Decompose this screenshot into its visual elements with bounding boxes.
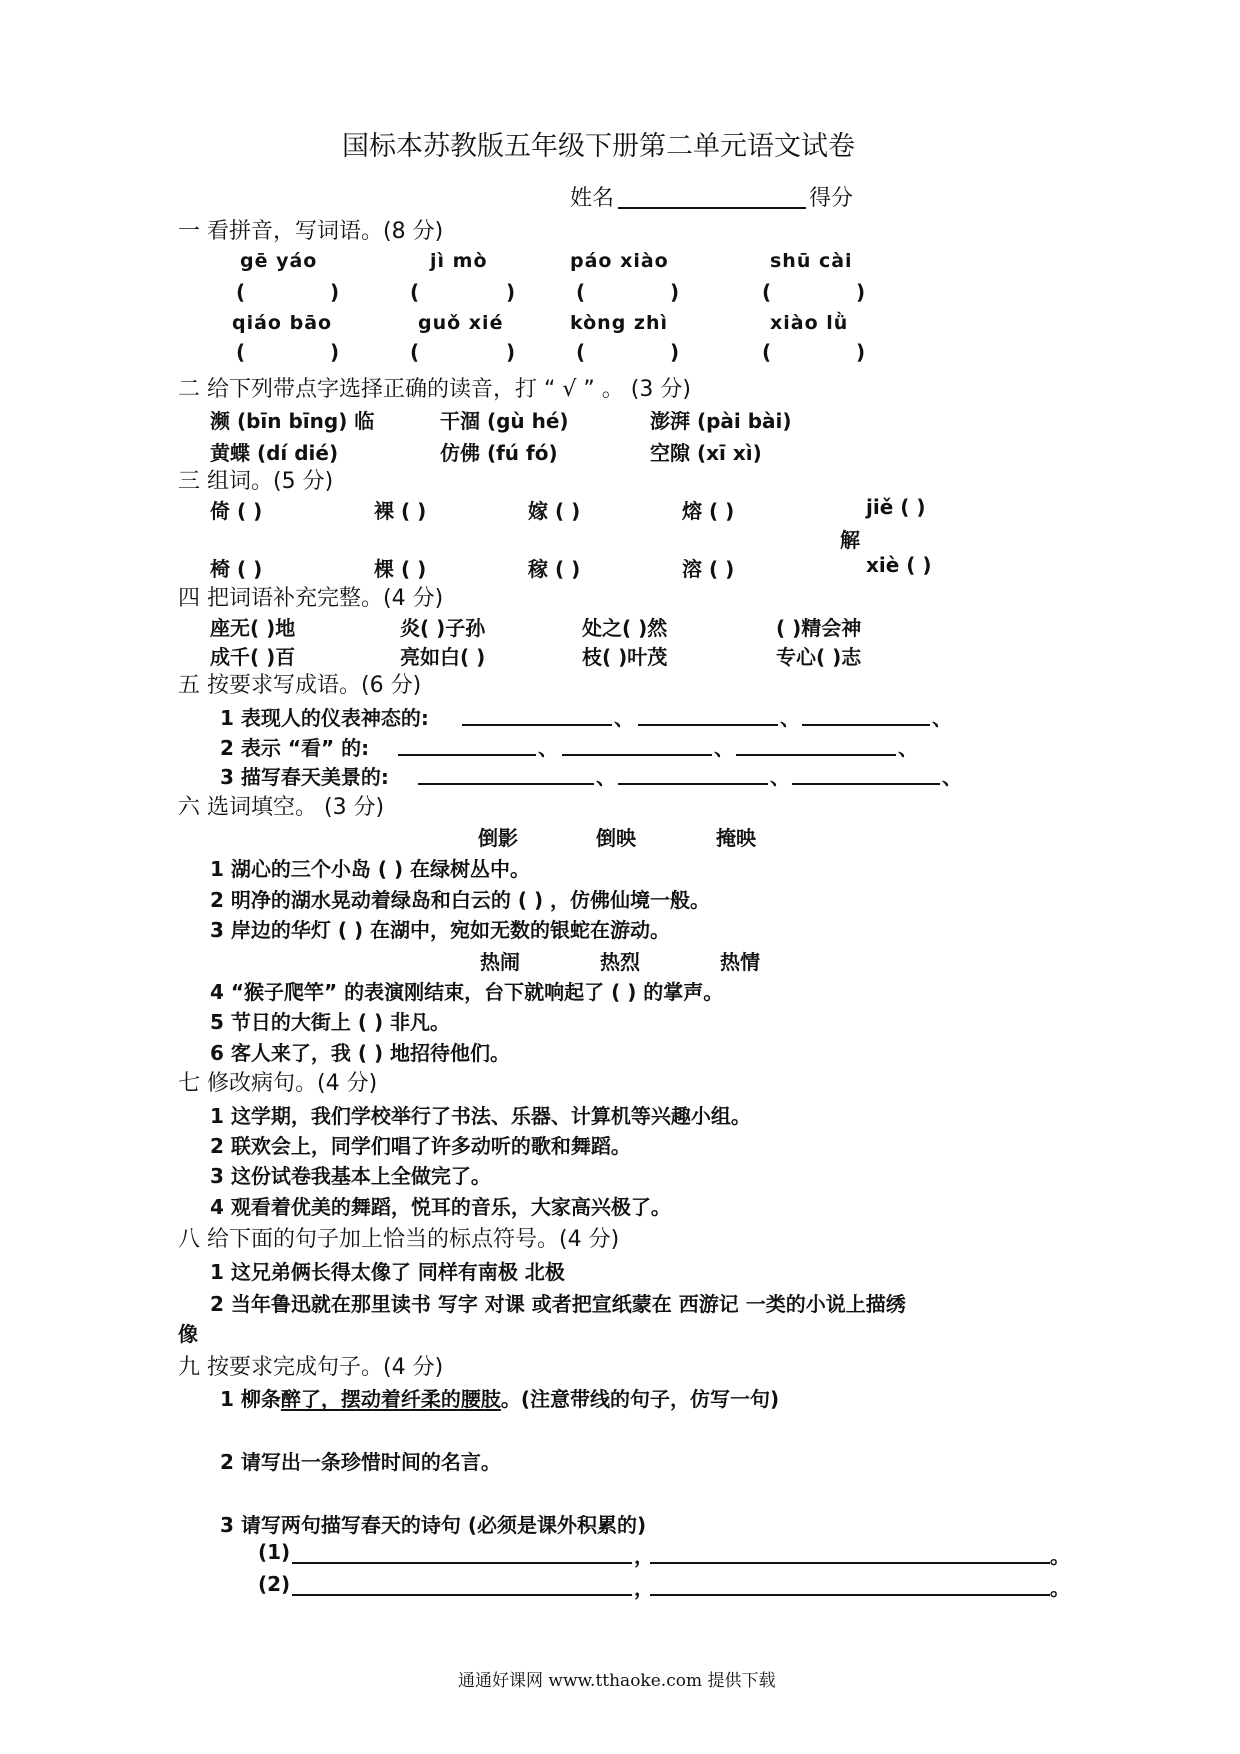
pronunciation-item: 空隙 (xī xì) — [650, 441, 762, 465]
pinyin: shū cài — [770, 250, 853, 272]
line-label: (1) — [258, 1540, 291, 1564]
section-5-heading: 五 按要求写成语。(6 分) — [178, 673, 422, 698]
period: 。 — [1050, 1576, 1070, 1600]
faulty-sentence: 1 这学期，我们学校举行了书法、乐器、计算机等兴趣小组。 — [210, 1104, 751, 1128]
word-group-item: xiè ( ) — [866, 553, 932, 577]
section-9-heading: 九 按要求完成句子。(4 分) — [178, 1355, 444, 1380]
word-group-item: 溶 ( ) — [682, 557, 735, 581]
poem-line-1b[interactable] — [650, 1544, 1050, 1564]
comma: ， — [634, 1544, 654, 1568]
word-choice: 热情 — [720, 950, 760, 974]
separator: 、 — [780, 706, 800, 730]
poem-line-1a[interactable] — [292, 1544, 632, 1564]
punctuation-sentence: 1 这兄弟俩长得太像了 同样有南极 北极 — [210, 1260, 565, 1284]
word-group-item: 裸 ( ) — [374, 499, 427, 523]
answer-paren-close: ) — [330, 280, 340, 304]
poem-line-2a[interactable] — [292, 1576, 632, 1596]
fill-sentence: 1 湖心的三个小岛 ( ) 在绿树丛中。 — [210, 857, 531, 881]
answer-line[interactable] — [736, 736, 896, 756]
quote-question: 2 请写出一条珍惜时间的名言。 — [220, 1450, 501, 1474]
section-1-heading: 一 看拼音，写词语。(8 分) — [178, 219, 444, 244]
pinyin: xiào lǜ — [770, 312, 849, 334]
imitation-sentence: 1 柳条醉了，摆动着纤柔的腰肢。(注意带线的句子，仿写一句) — [220, 1387, 780, 1411]
idiom-item: 亮如白( ) — [400, 645, 486, 669]
answer-line[interactable] — [398, 736, 536, 756]
idiom-question: 3 描写春天美景的: — [220, 765, 389, 789]
pronunciation-item: 干涸 (gù hé) — [440, 409, 569, 433]
fill-sentence: 6 客人来了，我 ( ) 地招待他们。 — [210, 1041, 511, 1065]
faulty-sentence: 2 联欢会上，同学们唱了许多动听的歌和舞蹈。 — [210, 1134, 631, 1158]
comma: ， — [634, 1576, 654, 1600]
idiom-item: 枝( )叶茂 — [582, 645, 668, 669]
fill-sentence: 2 明净的湖水晃动着绿岛和白云的 ( ) ，仿佛仙境一般。 — [210, 888, 711, 912]
answer-paren-open: ( — [762, 340, 772, 364]
section-3-heading: 三 组词。(5 分) — [178, 469, 334, 494]
poem-question: 3 请写两句描写春天的诗句 (必须是课外积累的) — [220, 1513, 647, 1537]
idiom-question: 1 表现人的仪表神态的: — [220, 706, 429, 730]
answer-line[interactable] — [562, 736, 712, 756]
idiom-item: ( )精会神 — [776, 616, 862, 640]
polyphonic-character: 解 — [840, 528, 860, 552]
idiom-item: 成千( )百 — [210, 645, 296, 669]
answer-paren-open: ( — [410, 340, 420, 364]
pinyin: gē yáo — [240, 250, 318, 272]
footer-credit: 通通好课网 www.tthaoke.com 提供下载 — [458, 1671, 776, 1691]
word-choice: 掩映 — [716, 826, 756, 850]
word-group-item: jiě ( ) — [866, 495, 926, 519]
faulty-sentence: 3 这份试卷我基本上全做完了。 — [210, 1164, 491, 1188]
answer-paren-close: ) — [670, 280, 680, 304]
pinyin: kòng zhì — [570, 312, 669, 334]
answer-paren-close: ) — [856, 340, 866, 364]
underlined-phrase: 醉了，摆动着纤柔的腰肢 — [280, 1387, 501, 1411]
answer-line[interactable] — [462, 706, 612, 726]
idiom-question: 2 表示 “看” 的: — [220, 736, 370, 760]
punctuation-sentence-continuation: 像 — [178, 1322, 198, 1346]
name-label: 姓名 — [570, 186, 615, 211]
word-group-item: 椅 ( ) — [210, 557, 263, 581]
word-group-item: 熔 ( ) — [682, 499, 735, 523]
answer-paren-close: ) — [670, 340, 680, 364]
word-group-item: 棵 ( ) — [374, 557, 427, 581]
idiom-item: 处之( )然 — [582, 616, 668, 640]
section-6-heading: 六 选词填空。 (3 分) — [178, 795, 385, 820]
idiom-item: 专心( )志 — [776, 645, 862, 669]
faulty-sentence: 4 观看着优美的舞蹈，悦耳的音乐，大家高兴极了。 — [210, 1195, 671, 1219]
separator: 、 — [942, 765, 962, 789]
pronunciation-item: 濒 (bīn bīng) 临 — [210, 409, 375, 433]
section-2-heading: 二 给下列带点字选择正确的读音，打 “ √ ” 。 (3 分) — [178, 377, 691, 402]
separator: 、 — [714, 736, 734, 760]
word-choice: 热闹 — [480, 950, 520, 974]
pronunciation-item: 黄蝶 (dí dié) — [210, 441, 339, 465]
fill-sentence: 3 岸边的华灯 ( ) 在湖中，宛如无数的银蛇在游动。 — [210, 918, 671, 942]
answer-paren-close: ) — [506, 280, 516, 304]
answer-paren-close: ) — [856, 280, 866, 304]
punctuation-sentence: 2 当年鲁迅就在那里读书 写字 对课 或者把宣纸蒙在 西游记 一类的小说上描绣 — [210, 1292, 906, 1316]
separator: 、 — [596, 765, 616, 789]
word-group-item: 倚 ( ) — [210, 499, 263, 523]
answer-paren-open: ( — [236, 340, 246, 364]
name-field[interactable] — [618, 189, 806, 209]
pinyin: guǒ xié — [418, 312, 504, 334]
separator: 、 — [614, 706, 634, 730]
fill-sentence: 4 “猴子爬竿” 的表演刚结束，台下就响起了 ( ) 的掌声。 — [210, 980, 724, 1004]
answer-paren-open: ( — [410, 280, 420, 304]
separator: 、 — [770, 765, 790, 789]
period: 。 — [1050, 1544, 1070, 1568]
separator: 、 — [898, 736, 918, 760]
pronunciation-item: 澎湃 (pài bài) — [650, 409, 792, 433]
word-choice: 热烈 — [600, 950, 640, 974]
answer-paren-open: ( — [762, 280, 772, 304]
idiom-item: 座无( )地 — [210, 616, 296, 640]
pronunciation-item: 仿佛 (fú fó) — [440, 441, 558, 465]
answer-paren-open: ( — [576, 280, 586, 304]
pinyin: jì mò — [430, 250, 488, 272]
separator: 、 — [538, 736, 558, 760]
page-title: 国标本苏教版五年级下册第二单元语文试卷 — [342, 131, 855, 162]
answer-line[interactable] — [638, 706, 778, 726]
answer-line[interactable] — [618, 765, 768, 785]
fill-sentence: 5 节日的大街上 ( ) 非凡。 — [210, 1010, 451, 1034]
line-label: (2) — [258, 1572, 291, 1596]
word-group-item: 嫁 ( ) — [528, 499, 581, 523]
poem-line-2b[interactable] — [650, 1576, 1050, 1596]
word-group-item: 稼 ( ) — [528, 557, 581, 581]
section-7-heading: 七 修改病句。(4 分) — [178, 1071, 378, 1096]
idiom-item: 炎( )子孙 — [400, 616, 486, 640]
answer-line[interactable] — [802, 706, 930, 726]
answer-paren-open: ( — [236, 280, 246, 304]
answer-paren-close: ) — [506, 340, 516, 364]
answer-paren-open: ( — [576, 340, 586, 364]
separator: 、 — [932, 706, 952, 730]
answer-line[interactable] — [418, 765, 594, 785]
answer-paren-close: ) — [330, 340, 340, 364]
section-4-heading: 四 把词语补充完整。(4 分) — [178, 586, 444, 611]
pinyin: páo xiào — [570, 250, 669, 272]
section-8-heading: 八 给下面的句子加上恰当的标点符号。(4 分) — [178, 1227, 620, 1252]
score-label: 得分 — [809, 186, 854, 211]
word-choice: 倒映 — [596, 826, 636, 850]
answer-line[interactable] — [792, 765, 940, 785]
word-choice: 倒影 — [478, 826, 518, 850]
pinyin: qiáo bāo — [232, 312, 333, 334]
